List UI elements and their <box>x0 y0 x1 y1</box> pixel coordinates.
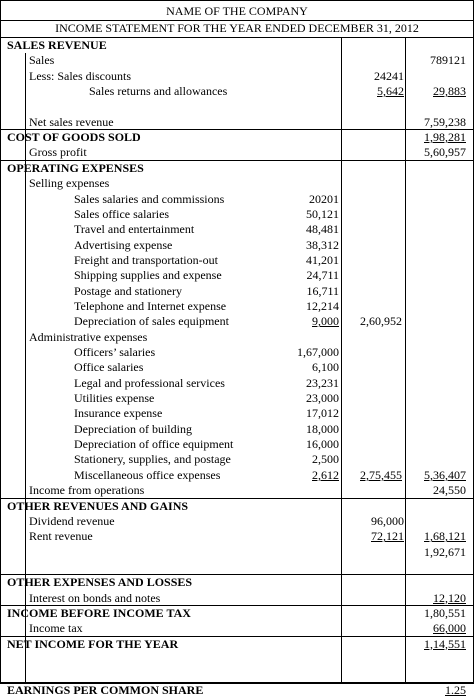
section-heading: SALES REVENUE <box>7 38 107 52</box>
line-item-label: Office salaries <box>74 360 144 375</box>
amount-detail: 38,312 <box>306 237 339 252</box>
line-item-label: Sales salaries and commissions <box>74 191 225 206</box>
amount-total: 12,120 <box>433 590 466 605</box>
line-item-label: Depreciation of sales equipment <box>74 314 229 329</box>
line-item-label: Sales office salaries <box>74 206 170 221</box>
amount-detail: 12,214 <box>306 298 339 313</box>
amount-total: 5,36,407 <box>424 467 466 482</box>
amount-detail: 41,201 <box>306 252 339 267</box>
amount-detail: 2,612 <box>312 467 339 482</box>
line-item-label: Postage and stationery <box>74 283 182 298</box>
line-item-label: Administrative expenses <box>29 329 148 344</box>
amount-other: 72,121 <box>371 529 404 544</box>
amount-detail: 2,500 <box>312 452 339 467</box>
section-heading: EARNINGS PER COMMON SHARE <box>7 682 204 697</box>
section-heading: OTHER EXPENSES AND LOSSES <box>7 575 193 590</box>
line-item-label: Advertising expense <box>74 237 173 252</box>
line-item-label: Interest on bonds and notes <box>29 590 161 605</box>
amount-detail: 16,000 <box>306 437 339 452</box>
amount-detail: 23,000 <box>306 391 339 406</box>
section-heading: COST OF GOODS SOLD <box>7 130 141 145</box>
line-item-label: Net sales revenue <box>29 114 114 129</box>
amount-total: 29,883 <box>433 84 466 99</box>
line-item-label: Officers’ salaries <box>74 345 156 359</box>
amount-detail: 18,000 <box>306 421 339 436</box>
line-item-label: Freight and transportation-out <box>74 252 218 267</box>
amount-subtotal: 2,75,455 <box>360 467 402 482</box>
amount-total: 1,98,281 <box>424 130 466 145</box>
line-item-label: Less: Sales discounts <box>29 68 131 83</box>
column-rule <box>341 37 342 683</box>
section-divider <box>1 129 473 130</box>
section-divider <box>1 605 473 606</box>
amount-other: 5,642 <box>377 84 404 99</box>
line-item-label: Telephone and Internet expense <box>74 298 227 313</box>
amount-total: 5,60,957 <box>424 145 466 160</box>
section-divider <box>1 636 473 637</box>
line-item-label: Rent revenue <box>29 529 93 544</box>
section-divider <box>1 682 473 683</box>
line-item-label: Depreciation of building <box>74 421 192 436</box>
amount-total: 1.25 <box>445 682 466 697</box>
amount-total: 1,68,121 <box>424 529 466 544</box>
amount-other: 96,000 <box>371 513 404 528</box>
amount-detail: 20201 <box>309 191 339 206</box>
section-divider <box>1 574 473 575</box>
amount-detail: 17,012 <box>306 406 339 421</box>
line-item-label: Sales returns and allowances <box>89 84 228 99</box>
amount-detail: 16,711 <box>306 283 339 298</box>
amount-detail: 6,100 <box>312 360 339 375</box>
amount-detail: 1,67,000 <box>297 345 339 359</box>
line-item-label: Selling expenses <box>29 176 110 191</box>
column-rule <box>25 53 26 683</box>
line-item-label: Insurance expense <box>74 406 163 421</box>
section-heading: OTHER REVENUES AND GAINS <box>7 498 189 513</box>
amount-total: 1,80,551 <box>424 605 466 620</box>
line-item-label: Gross profit <box>29 145 87 160</box>
line-item-label: Income from operations <box>29 483 145 498</box>
line-item-label: Depreciation of office equipment <box>74 437 234 452</box>
amount-total: 789121 <box>430 53 466 68</box>
section-heading: INCOME BEFORE INCOME TAX <box>7 605 191 620</box>
column-rule <box>405 37 406 683</box>
statement-title: INCOME STATEMENT FOR THE YEAR ENDED DECEMBER 31, 2012 <box>55 21 419 35</box>
amount-other: 24241 <box>374 68 404 83</box>
amount-detail: 48,481 <box>306 222 339 237</box>
section-heading: NET INCOME FOR THE YEAR <box>7 636 179 651</box>
line-item-label: Travel and entertainment <box>74 222 195 237</box>
amount-total: 1,92,671 <box>424 544 466 559</box>
line-item-label: Legal and professional services <box>74 375 225 390</box>
line-item-label: Stationery, supplies, and postage <box>74 452 231 467</box>
section-heading: OPERATING EXPENSES <box>7 160 144 175</box>
line-item-label: Shipping supplies and expense <box>74 268 222 283</box>
section-divider <box>1 498 473 499</box>
amount-total: 1,14,551 <box>424 636 466 651</box>
amount-total: 7,59,238 <box>424 114 466 129</box>
amount-subtotal: 2,60,952 <box>360 314 402 329</box>
line-item-label: Dividend revenue <box>29 513 115 528</box>
amount-detail: 24,711 <box>306 268 339 283</box>
section-divider <box>1 160 473 161</box>
company-name: NAME OF THE COMPANY <box>166 4 308 18</box>
line-item-label: Utilities expense <box>74 391 155 406</box>
amount-total: 24,550 <box>433 483 466 498</box>
amount-detail: 9,000 <box>312 314 339 329</box>
amount-detail: 23,231 <box>306 375 339 390</box>
amount-total: 66,000 <box>433 621 466 636</box>
amount-detail: 50,121 <box>306 206 339 221</box>
line-item-label: Sales <box>29 53 55 68</box>
line-item-label: Income tax <box>29 621 83 636</box>
line-item-label: Miscellaneous office expenses <box>74 467 221 482</box>
